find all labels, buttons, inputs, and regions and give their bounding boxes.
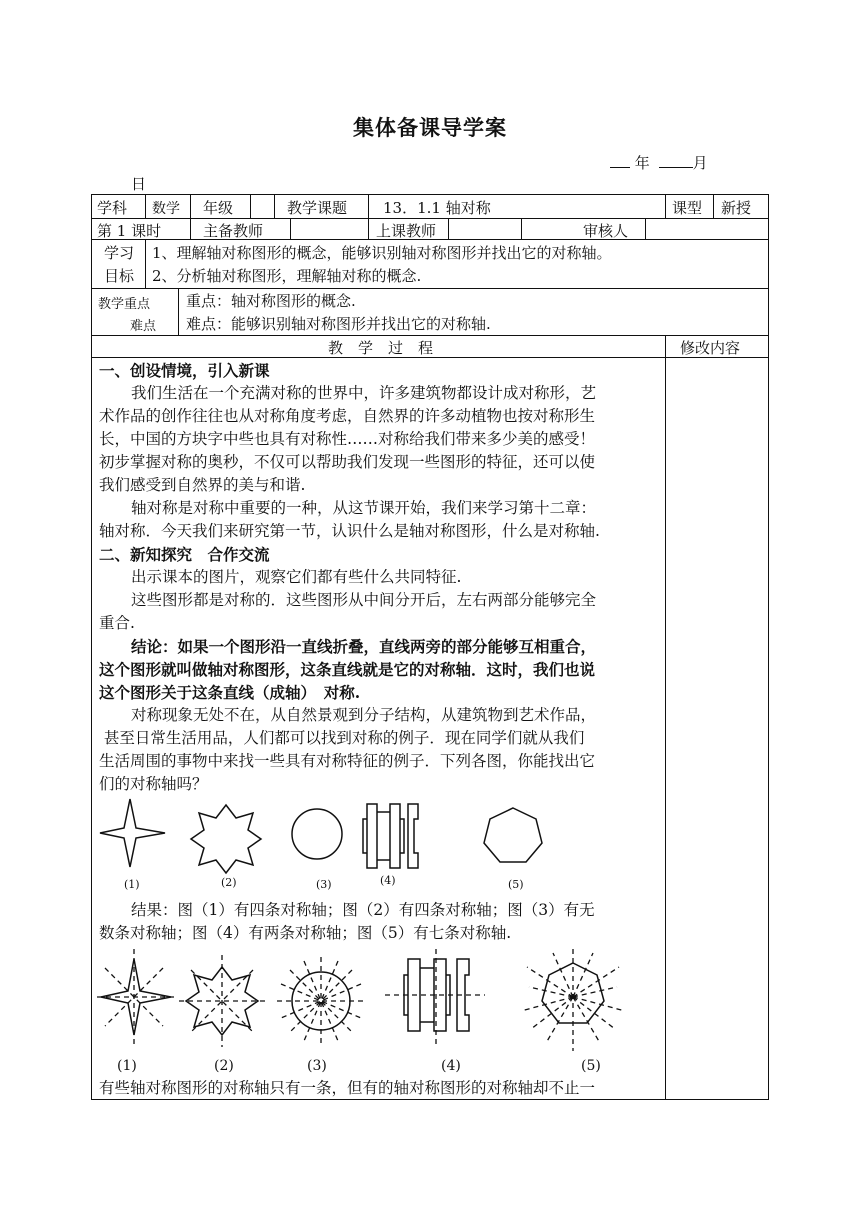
topic-label: 教学课题 — [287, 199, 348, 217]
goals-label-2: 目标 — [104, 267, 135, 285]
s1-p1-line: 术作品的创作往往也从对称角度考虑，自然界的许多动植物也按对称形生 — [99, 407, 596, 425]
revision-header: 修改内容 — [680, 339, 741, 357]
conclusion-line: 这个图形就叫做轴对称图形，这条直线就是它的对称轴．这时，我们也说 — [99, 660, 596, 679]
reviewer-label: 审核人 — [583, 222, 629, 240]
figure-2-label: (4) — [441, 1058, 461, 1074]
day-label: 日 — [131, 175, 147, 193]
s2-p3-line: 甚至日常生活用品，人们都可以找到对称的例子．现在同学们就从我们 — [99, 729, 585, 747]
result-line: 数条对称轴；图（4）有两条对称轴；图（5）有七条对称轴. — [99, 924, 512, 942]
result-line: 结果：图（1）有四条对称轴；图（2）有四条对称轴；图（3）有无 — [131, 901, 595, 919]
last-line: 有些轴对称图形的对称轴只有一条，但有的轴对称图形的对称轴却不止一 — [99, 1079, 596, 1097]
keypoints-label-1: 教学重点 — [98, 297, 151, 312]
subject-label: 学科 — [97, 199, 128, 217]
month-label: 月 — [692, 154, 708, 172]
s1-p1-line: 初步掌握对称的奥秒，不仅可以帮助我们发现一些图形的特征，还可以使 — [99, 453, 596, 471]
section1-heading: 一、创设情境，引入新课 — [99, 361, 270, 380]
subject-value: 数学 — [152, 201, 180, 217]
figure-2-label: (1) — [117, 1058, 137, 1074]
s1-p1-line: 我们感受到自然界的美与和谐. — [99, 476, 306, 494]
lesson-label: 第 1 课时 — [97, 222, 162, 240]
figure-1-label: (2) — [221, 876, 237, 889]
s1-p1-line: 我们生活在一个充满对称的世界中，许多建筑物都设计成对称形，艺 — [131, 384, 597, 402]
heptagon-shape — [484, 808, 542, 862]
figure-1-label: (5) — [508, 878, 524, 891]
section2-heading: 二、新知探究 合作交流 — [99, 545, 270, 564]
difficult-point: 难点：能够识别轴对称图形并找出它的对称轴. — [186, 315, 491, 333]
page-title: 集体备课导学案 — [353, 116, 507, 140]
double-h-shape — [363, 804, 418, 868]
main-teacher-label: 主备教师 — [203, 222, 264, 240]
figure-2-shapes-with-axes — [95, 945, 655, 1055]
figure-1-shapes — [95, 795, 565, 890]
year-label: 年 — [634, 154, 650, 172]
s2-p3-line: 生活周围的事物中来找一些具有对称特征的例子．下列各图，你能找出它 — [99, 752, 596, 770]
circle-shape — [292, 809, 342, 859]
four-point-star — [100, 799, 165, 867]
s2-p3-line: 们的对称轴吗？ — [99, 775, 208, 793]
row-divider — [91, 218, 769, 219]
s2-p3-line: 对称现象无处不在，从自然景观到分子结构，从建筑物到艺术作品， — [131, 706, 597, 724]
figure-2-label: (2) — [214, 1058, 234, 1074]
topic-value: 13．1.1 轴对称 — [383, 199, 491, 217]
key-point: 重点：轴对称图形的概念. — [186, 292, 356, 310]
figure-1-label: (3) — [316, 878, 332, 891]
type-value: 新授 — [721, 199, 752, 217]
process-header: 教 学 过 程 — [328, 339, 434, 357]
row-divider — [91, 288, 769, 289]
figure-1-label: (4) — [380, 874, 396, 887]
goal-2: 2、分析轴对称图形，理解轴对称的概念. — [152, 267, 422, 285]
s1-p2-line: 轴对称．今天我们来研究第一节，认识什么是轴对称图形，什么是对称轴. — [99, 522, 600, 540]
month-blank — [659, 167, 693, 168]
s2-p2-line: 这些图形都是对称的．这些图形从中间分开后，左右两部分能够完全 — [131, 591, 597, 609]
eight-point-star — [191, 805, 261, 873]
goal-1: 1、理解轴对称图形的概念，能够识别轴对称图形并找出它的对称轴。 — [152, 244, 612, 262]
type-label: 课型 — [672, 199, 703, 217]
year-blank — [610, 167, 630, 168]
goals-label-1: 学习 — [104, 244, 135, 262]
s1-p1-line: 长，中国的方块字中些也具有对称性……对称给我们带来多少美的感受！ — [99, 430, 596, 448]
teacher-label: 上课教师 — [376, 222, 437, 240]
conclusion-line: 这个图形关于这条直线（成轴） 对称. — [99, 683, 361, 702]
figure-2-label: (5) — [581, 1058, 601, 1074]
keypoints-label-2: 难点 — [130, 319, 157, 334]
conclusion-line: 结论：如果一个图形沿一直线折叠，直线两旁的部分能够互相重合， — [131, 637, 597, 656]
date-line — [610, 152, 708, 173]
s2-p1: 出示课本的图片，观察它们都有些什么共同特征. — [131, 568, 462, 586]
figure-1-label: (1) — [124, 878, 140, 891]
s1-p2-line: 轴对称是对称中重要的一种，从这节课开始，我们来学习第十二章： — [131, 499, 597, 517]
s2-p2-line: 重合. — [99, 614, 135, 632]
row-divider — [91, 335, 769, 336]
figure-2-label: (3) — [307, 1058, 327, 1074]
grade-label: 年级 — [203, 199, 234, 217]
